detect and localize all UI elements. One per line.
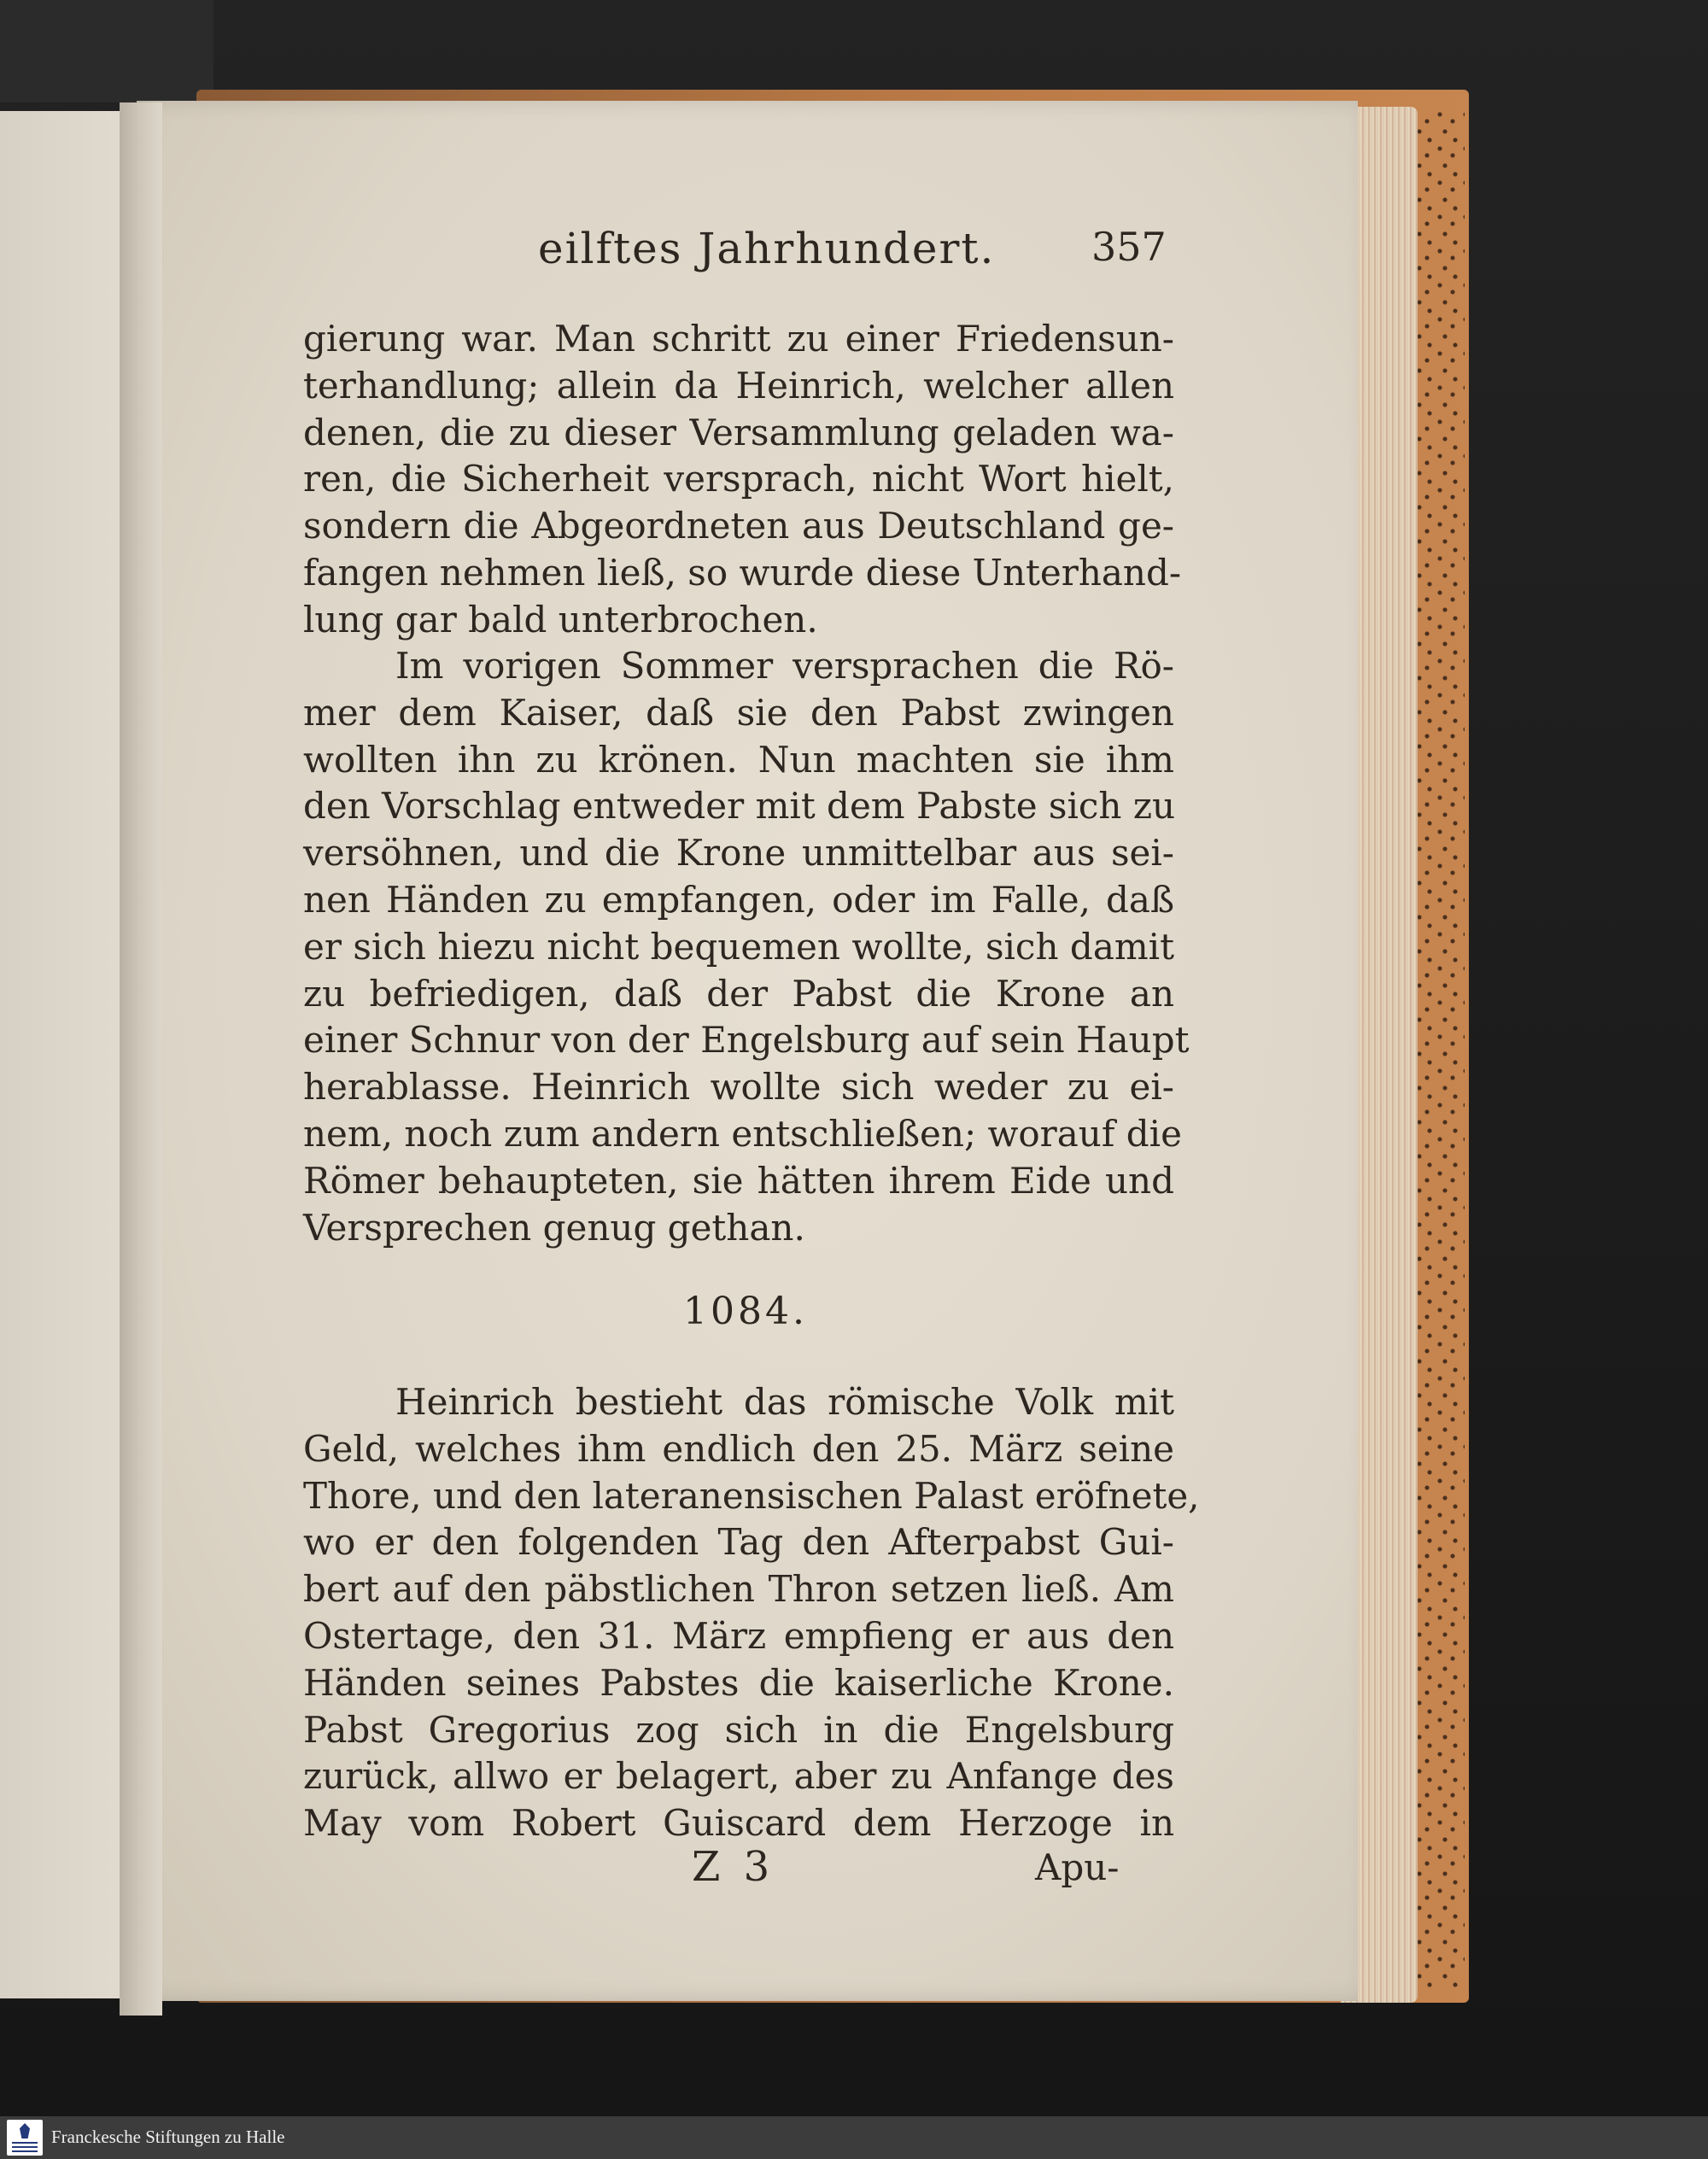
text-line: nen Händen zu empfangen, oder im Falle, daß [303,878,1174,921]
text-line: wollten ihn zu krönen. Nun machten sie ihm [303,738,1174,781]
text-line: Im vorigen Sommer versprachen die Rö- [395,645,1174,687]
book-gutter [120,102,162,2016]
signature-mark: Z 3 [692,1843,775,1891]
text-line: denen, die zu dieser Versammlung geladen wa- [303,411,1174,453]
catchword: Apu- [1035,1846,1120,1888]
text-line: Thore, und den lateranensischen Palast eröfnete, [303,1474,1200,1517]
text-line: Versprechen genug gethan. [303,1206,805,1249]
institution-logo-icon [7,2120,43,2156]
text-line: lung gar bald unterbrochen. [303,598,818,641]
year-heading: 1084. [683,1290,808,1333]
text-line: ren, die Sicherheit versprach, nicht Wort hielt, [303,458,1174,500]
text-line: Heinrich bestieht das römische Volk mit [395,1381,1174,1423]
paragraph-3 [303,1379,1200,1847]
text-line: terhandlung; allein da Heinrich, welcher allen [303,364,1174,407]
text-line: Geld, welches ihm endlich den 25. März seine [303,1427,1174,1470]
text-line: Pabst Gregorius zog sich in die Engelsburg [303,1708,1174,1751]
running-header: eilftes Jahrhundert. [538,224,996,273]
left-page [0,111,137,1998]
text-line: bert auf den päbstlichen Thron setzen ließ. Am [303,1568,1174,1611]
text-line: Römer behaupteten, sie hätten ihrem Eide und [303,1159,1174,1202]
text-line: einer Schnur von der Engelsburg auf sein Haupt [303,1019,1190,1062]
text-line: versöhnen, und die Krone unmittelbar aus sei- [303,832,1174,875]
text-line: mer dem Kaiser, daß sie den Pabst zwingen [303,691,1174,734]
desk-edge [0,0,214,102]
text-line: May vom Robert Guiscard dem Herzoge in [303,1802,1174,1845]
text-line: zu befriedigen, daß der Pabst die Krone an [303,972,1174,1015]
text-line: sondern die Abgeordneten aus Deutschland ge- [303,505,1174,547]
page-number: 357 [1091,224,1167,270]
text-line: fangen nehmen ließ, so wurde diese Unterhand- [303,551,1182,594]
text-line: wo er den folgenden Tag den Afterpabst Gui- [303,1521,1174,1564]
text-line: Händen seines Pabstes die kaiserliche Krone. [303,1661,1174,1704]
text-line: zurück, allwo er belagert, aber zu Anfange des [303,1755,1174,1798]
text-line: nem, noch zum andern entschließen; worauf die [303,1112,1182,1155]
text-line: Ostertage, den 31. März empfieng er aus den [303,1614,1174,1657]
text-line: herablasse. Heinrich wollte sich weder zu ei- [303,1066,1174,1109]
paragraph-2 [303,643,1190,1251]
paragraph-1 [303,316,1182,644]
footer-institution: Franckesche Stiftungen zu Halle [51,2127,285,2147]
text-line: gierung war. Man schritt zu einer Friedensun- [303,318,1174,360]
text-line: er sich hiezu nicht bequemen wollte, sich damit [303,925,1174,968]
text-line: den Vorschlag entweder mit dem Pabste sich zu [303,785,1176,828]
